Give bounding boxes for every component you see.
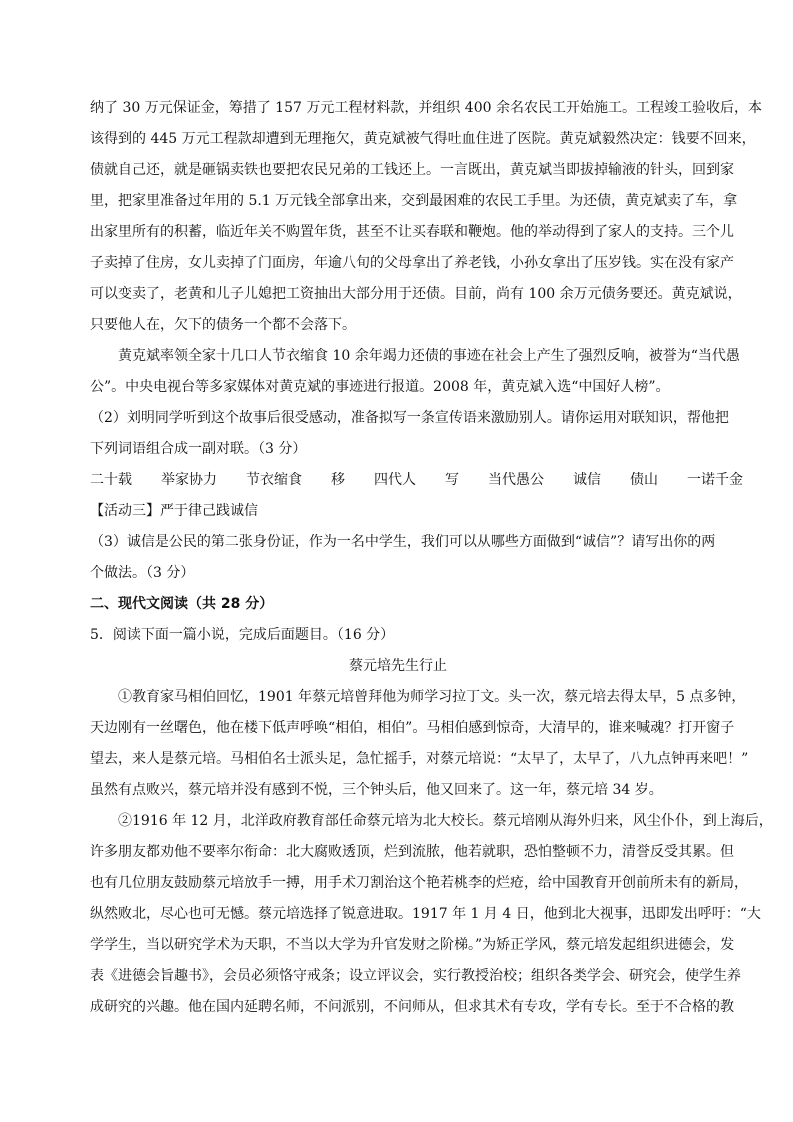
block-para [90,341,740,403]
text-line: 债就自己还，就是砸锅卖铁也要把农民兄弟的工钱还上。一言既出，黄克斌当即拔掉输液的针头，回到家 [90,162,734,178]
text-line: 可以变卖了，老黄和儿子儿媳把工资抽出大部分用于还债。目前，尚有 100 余万元债务要还。黄克斌说， [90,286,742,302]
text-line: 个做法。（3 分） [90,565,195,581]
block-words [90,465,743,496]
block-para [90,806,773,1023]
text-line: 也有几位朋友鼓励蔡元培放手一搏，用手术刀割治这个艳若桃李的烂疮，给中国教育开创前所未有的新局， [90,875,748,891]
section-heading: 二、现代文阅读（共 28 分） [90,596,274,612]
text-line: 黄克斌率领全家十几口人节衣缩食 10 余年竭力还债的事迹在社会上产生了强烈反响，被誉为“当代愚 [118,348,740,364]
word-item: 当代愚公 [488,472,544,488]
text-line: 成研究的兴趣。他在国内延聘名师，不问派别，不问师从，但求其术有专攻，学有专长。至于不合格的教 [90,999,734,1015]
article-title: 蔡元培先生行止 [349,658,447,674]
text-line: 许多朋友都劝他不要率尔衔命：北大腐败透顶，烂到流脓，他若就职，恐怕整顿不力，清誉反受其累。但 [90,844,734,860]
block-para [90,682,749,806]
word-item: 二十载 [90,472,132,488]
text-line: 望去，来人是蔡元培。马相伯名士派头足，急忙摇手，对蔡元培说：“太早了，太早了，八九点钟再来吧！” [90,751,749,767]
text-line: 纵然败北，尽心也可无憾。蔡元培选择了锐意进取。1917 年 1 月 4 日，他到北大视事，迅即发出呼吁：“大 [90,906,761,922]
text-line: 天边刚有一丝曙色，他在楼下低声呼唤“相伯，相伯”。马相伯感到惊奇，大清早的，谁来喊魂？打开窗子 [90,720,735,736]
word-item: 举家协力 [161,472,217,488]
text-line: 子卖掉了住房，女儿卖掉了门面房，年逾八旬的父母拿出了养老钱，小孙女拿出了压岁钱。实在没有家产 [90,255,734,271]
word-item: 写 [445,472,459,488]
text-line: 【活动三】严于律己践诚信 [90,503,258,519]
block-question [90,496,706,527]
text-line: 纳了 30 万元保证金，筹措了 157 万元工程材料款，并组织 400 余名农民工开始施工。工程竣工验收后，本 [90,100,762,116]
block-heading [90,589,706,620]
block-title [90,651,706,682]
text-line: 表《进德会旨趣书》，会员必须恪守戒条；设立评议会，实行教授治校；组织各类学会、研究会，使学生养 [90,968,741,984]
word-item: 四代人 [374,472,416,488]
text-line: 只要他人在，欠下的债务一个都不会落下。 [90,317,356,333]
text-line: （3）诚信是公民的第二张身份证，作为一名中学生，我们可以从哪些方面做到“诚信”？请写出你的两 [90,534,716,550]
word-item: 一诺千金 [687,472,743,488]
text-line: （2）刘明同学听到这个故事后很受感动，准备拟写一条宣传语来激励别人。请你运用对联知识，帮他把 [90,410,729,426]
text-line: 里，把家里准备过年用的 5.1 万元钱全部拿出来，交到最困难的农民工手里。为还债，黄克斌卖了车，拿 [90,193,738,209]
block-para [90,93,762,341]
text-line: 公”。中央电视台等多家媒体对黄克斌的事迹进行报道。2008 年，黄克斌入选“中国好人榜”。 [90,379,670,395]
text-line: 出家里所有的积蓄，临近年关不购置年货，甚至不让买春联和鞭炮。他的举动得到了家人的支持。三个儿 [90,224,734,240]
block-question [90,527,716,589]
text-line: ②1916 年 12 月，北洋政府教育部任命蔡元培为北大校长。蔡元培刚从海外归来，风尘仆仆，到上海后， [118,813,773,829]
block-question [90,403,729,465]
text-line: ①教育家马相伯回忆，1901 年蔡元培曾拜他为师学习拉丁文。头一次，蔡元培去得太早，5 点多钟， [118,689,746,705]
word-item: 债山 [630,472,658,488]
text-line: 学学生，当以研究学术为天职，不当以大学为升官发财之阶梯。”为矫正学风，蔡元培发起组织进德会，发 [90,937,735,953]
text-line: 该得到的 445 万元工程款却遭到无理拖欠，黄克斌被气得吐血住进了医院。黄克斌毅然决定：钱要不回来， [90,131,756,147]
word-item: 移 [331,472,345,488]
document-page [90,93,773,1023]
word-item: 节衣缩食 [246,472,302,488]
word-item: 诚信 [573,472,601,488]
block-plain [90,620,706,651]
text-line: 下列词语组合成一副对联。（3 分） [90,441,307,457]
text-line: 虽然有点败兴，蔡元培并没有感到不悦，三个钟头后，他又回来了。这一年，蔡元培 34 岁。 [90,782,663,798]
word-list [90,465,743,496]
text-line: 5．阅读下面一篇小说，完成后面题目。（16 分） [90,627,395,643]
